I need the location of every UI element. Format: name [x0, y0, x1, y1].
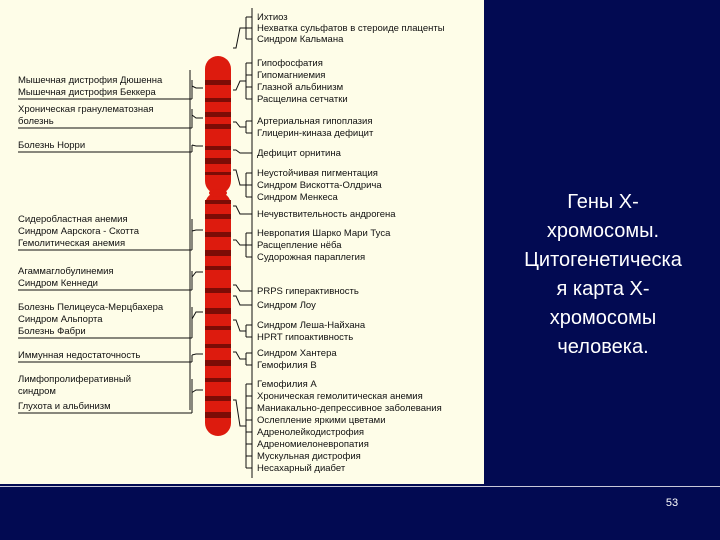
disease-label-right: Глазной альбинизм: [257, 82, 344, 93]
disease-label-right: Синдром Леша-Найхана: [257, 320, 366, 331]
caption-line: человека.: [557, 336, 649, 358]
disease-label-left: Глухота и альбинизм: [18, 401, 111, 412]
disease-label-left: Синдром Кеннеди: [18, 278, 98, 289]
left-connector: [192, 390, 203, 393]
right-connector: [233, 320, 246, 331]
caption-line: Гены X-: [567, 191, 639, 213]
centromere: [209, 189, 227, 197]
disease-label-left: Хроническая гранулематозная: [18, 104, 154, 115]
chromosome-band: [205, 214, 231, 219]
left-connector: [192, 312, 203, 319]
disease-label-right: Синдром Менкеса: [257, 192, 338, 203]
chromosome-band: [205, 266, 231, 270]
chromosome-band: [205, 200, 231, 204]
disease-label-right: Нечувствительность андрогена: [257, 209, 396, 220]
disease-label-right: Синдром Кальмана: [257, 34, 344, 45]
chromosome-band: [205, 98, 231, 102]
disease-label-right: Маниакально-депрессивное заболевания: [257, 403, 442, 414]
disease-label-left: Гемолитическая анемия: [18, 238, 126, 249]
right-connector: [233, 122, 246, 127]
chromosome-band: [205, 146, 231, 150]
disease-label-left: Болезнь Фабри: [18, 326, 86, 337]
disease-label-right: Нехватка сульфатов в стероиде плаценты: [257, 23, 445, 34]
disease-label-right: Гемофилия А: [257, 379, 317, 390]
chromosome-band: [205, 80, 231, 85]
chromosome-band: [205, 172, 231, 175]
caption-line: Цитогенетическа: [524, 249, 682, 271]
chromosome-band: [205, 360, 231, 366]
caption-line: хромосомы.: [546, 220, 660, 242]
disease-label-left: Синдром Альпорта: [18, 314, 103, 325]
disease-label-right: Судорожная параплегия: [257, 252, 366, 263]
disease-label-right: Гемофилия B: [257, 360, 317, 371]
disease-label-right: Расщепление нёба: [257, 240, 342, 251]
disease-label-right: Артериальная гипоплазия: [257, 116, 373, 127]
chromosome-band: [205, 326, 231, 330]
right-connector: [233, 81, 246, 90]
left-connector: [192, 115, 203, 118]
chromosome-band: [205, 250, 231, 256]
right-connector: [233, 206, 246, 214]
chromosome-band: [205, 112, 231, 117]
disease-label-left: Болезнь Пелицеуса-Мерцбахера: [18, 302, 164, 313]
chromosome-band: [205, 124, 231, 129]
right-connector: [233, 28, 246, 48]
chromosome-band: [205, 344, 231, 348]
chromosome-band: [205, 288, 231, 293]
left-connector: [192, 145, 203, 146]
disease-label-right: Синдром Хантера: [257, 348, 337, 359]
left-connector: [192, 230, 203, 231]
disease-label-right: Несахарный диабет: [257, 463, 346, 474]
slide-caption: [496, 188, 710, 362]
disease-label-left: Мышечная дистрофия Беккера: [18, 87, 156, 98]
disease-label-right: Дефицит орнитина: [257, 148, 341, 159]
chromosome-band: [205, 232, 231, 237]
disease-label-right: Неустойчивая пигментация: [257, 168, 378, 179]
left-connector: [192, 86, 203, 88]
disease-label-right: Адренолейкодистрофия: [257, 427, 365, 438]
disease-label-right: Ослепление яркими цветами: [257, 415, 386, 426]
right-connector: [233, 285, 246, 291]
disease-label-left: Мышечная дистрофия Дюшенна: [18, 75, 163, 86]
chromosome-band: [205, 158, 231, 164]
chromosome-band: [205, 412, 231, 418]
disease-label-left: Болезнь Норри: [18, 140, 86, 151]
disease-label-right: Ихтиоз: [257, 12, 288, 23]
disease-label-right: HPRT гипоактивность: [257, 332, 354, 343]
disease-label-right: Синдром Вискотта-Олдрича: [257, 180, 382, 191]
left-connector: [192, 272, 203, 277]
left-connector: [192, 354, 203, 355]
right-connector: [233, 400, 246, 426]
disease-label-right: Глицерин-киназа дефицит: [257, 128, 374, 139]
disease-label-right: Мускульная дистрофия: [257, 451, 361, 462]
right-connector: [233, 240, 246, 245]
disease-label-right: Гипофосфатия: [257, 58, 323, 69]
disease-label-right: Невропатия Шарко Мари Туса: [257, 228, 391, 239]
disease-label-left: Агаммаглобулинемия: [18, 266, 114, 277]
chromosome-band: [205, 396, 231, 401]
slide-divider: [0, 486, 720, 487]
disease-label-left: Сидеробластная анемия: [18, 214, 128, 225]
disease-label-left: Синдром Аарскога - Скотта: [18, 226, 140, 237]
disease-label-left: Лимфопролиферативный: [18, 374, 132, 385]
disease-label-left: болезнь: [18, 116, 54, 127]
right-connector: [233, 296, 246, 305]
disease-label-right: Хроническая гемолитическая анемия: [257, 391, 423, 402]
right-connector: [233, 150, 246, 153]
disease-label-right: Гипомагниемия: [257, 70, 326, 81]
disease-label-left: Иммунная недостаточность: [18, 350, 141, 361]
page-number: 53: [665, 497, 679, 509]
right-connector: [233, 170, 246, 185]
disease-label-right: Синдром Лоу: [257, 300, 316, 311]
disease-label-left: синдром: [18, 386, 56, 397]
disease-label-right: Расщелина сетчатки: [257, 94, 348, 105]
disease-label-right: PRPS гиперактивность: [257, 286, 359, 297]
chromosome-band: [205, 308, 231, 314]
caption-line: я карта X-: [556, 278, 650, 300]
right-connector: [233, 352, 246, 359]
chromosome-band: [205, 378, 231, 382]
caption-line: хромосомы: [549, 307, 657, 329]
disease-label-right: Адреномиелоневропатия: [257, 439, 369, 450]
